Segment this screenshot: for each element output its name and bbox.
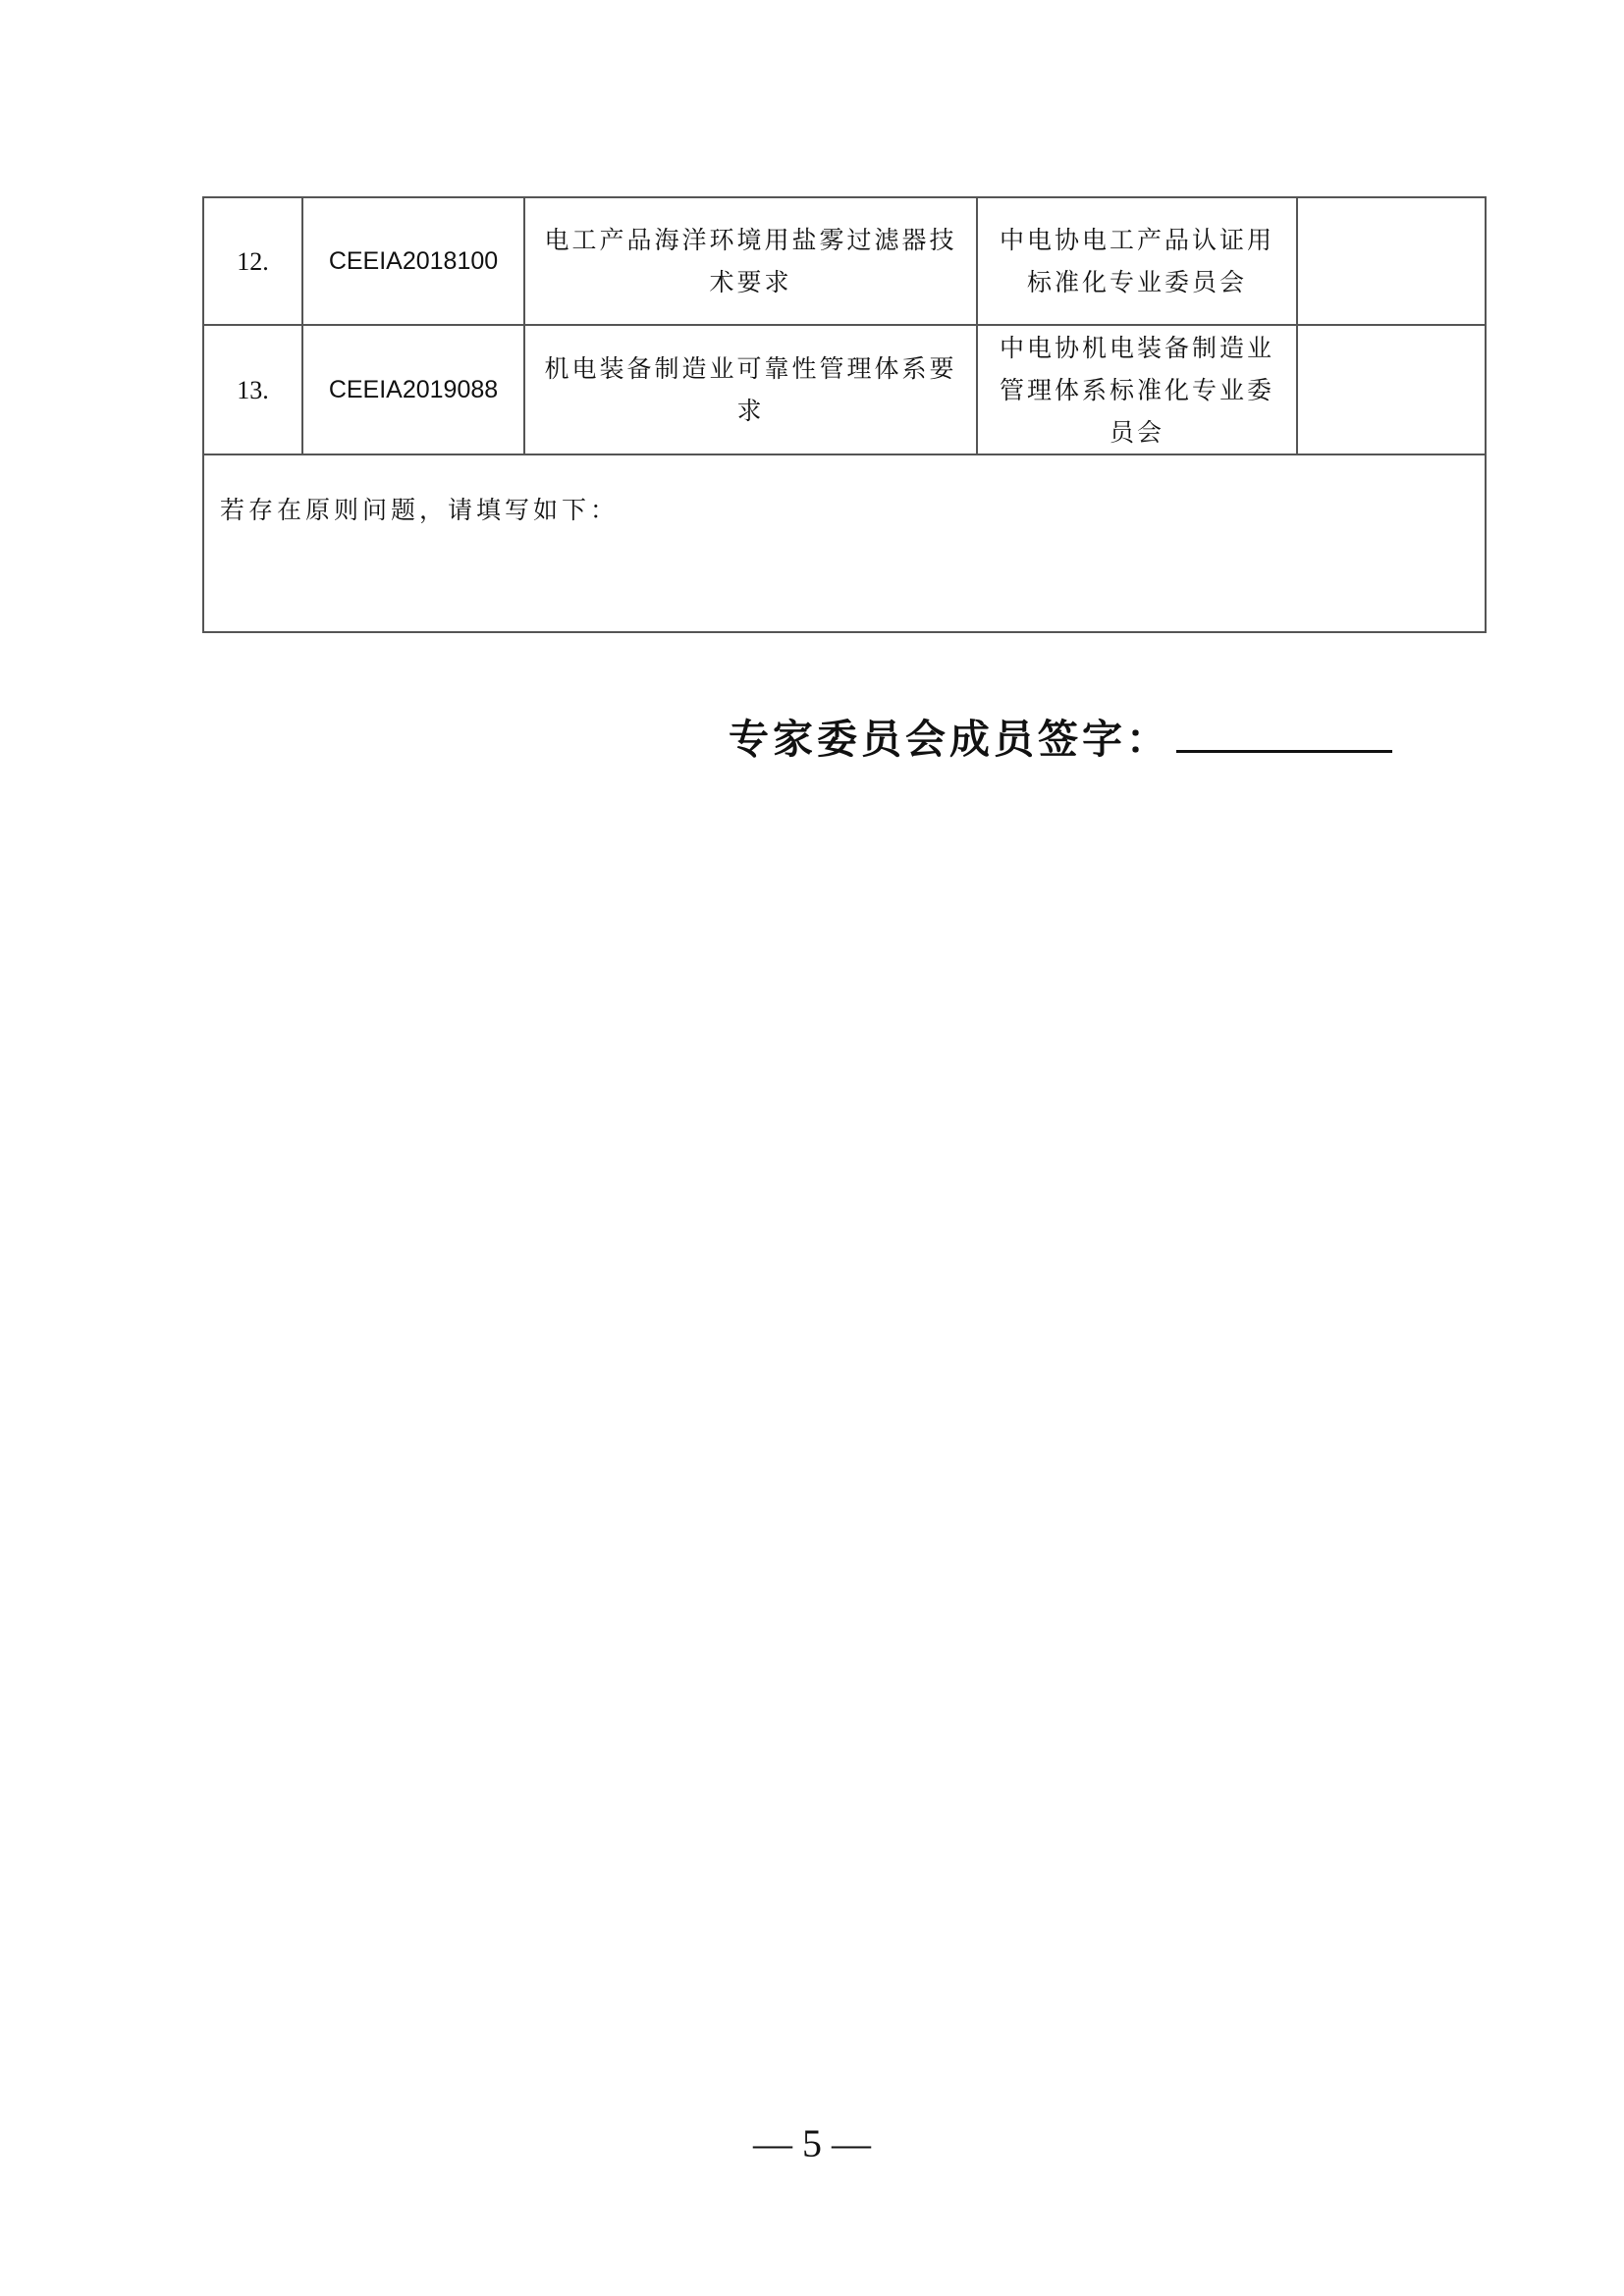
table-row (203, 325, 1486, 454)
page-number: — 5 — (753, 2121, 871, 2165)
committee-name: 中电协电工产品认证用标准化专业委员会 (977, 197, 1297, 325)
standard-name: 电工产品海洋环境用盐雾过滤器技术要求 (524, 197, 977, 325)
standard-name: 机电装备制造业可靠性管理体系要求 (524, 325, 977, 454)
signature-block (729, 707, 1392, 765)
signature-line[interactable] (1176, 750, 1392, 753)
issues-note-row (203, 454, 1486, 632)
remark-cell[interactable] (1297, 325, 1486, 454)
standards-review-table (202, 196, 1487, 633)
row-index: 12. (203, 197, 302, 325)
issues-note-cell[interactable] (203, 454, 1486, 632)
signature-label: 专家委员会成员签字： (729, 716, 1170, 763)
remark-cell[interactable] (1297, 197, 1486, 325)
standard-code: CEEIA2019088 (302, 325, 524, 454)
row-index: 13. (203, 325, 302, 454)
committee-name: 中电协机电装备制造业管理体系标准化专业委员会 (977, 325, 1297, 454)
table-row (203, 197, 1486, 325)
issues-note-label: 若存在原则问题，请填写如下： (220, 496, 620, 524)
standard-code: CEEIA2018100 (302, 197, 524, 325)
